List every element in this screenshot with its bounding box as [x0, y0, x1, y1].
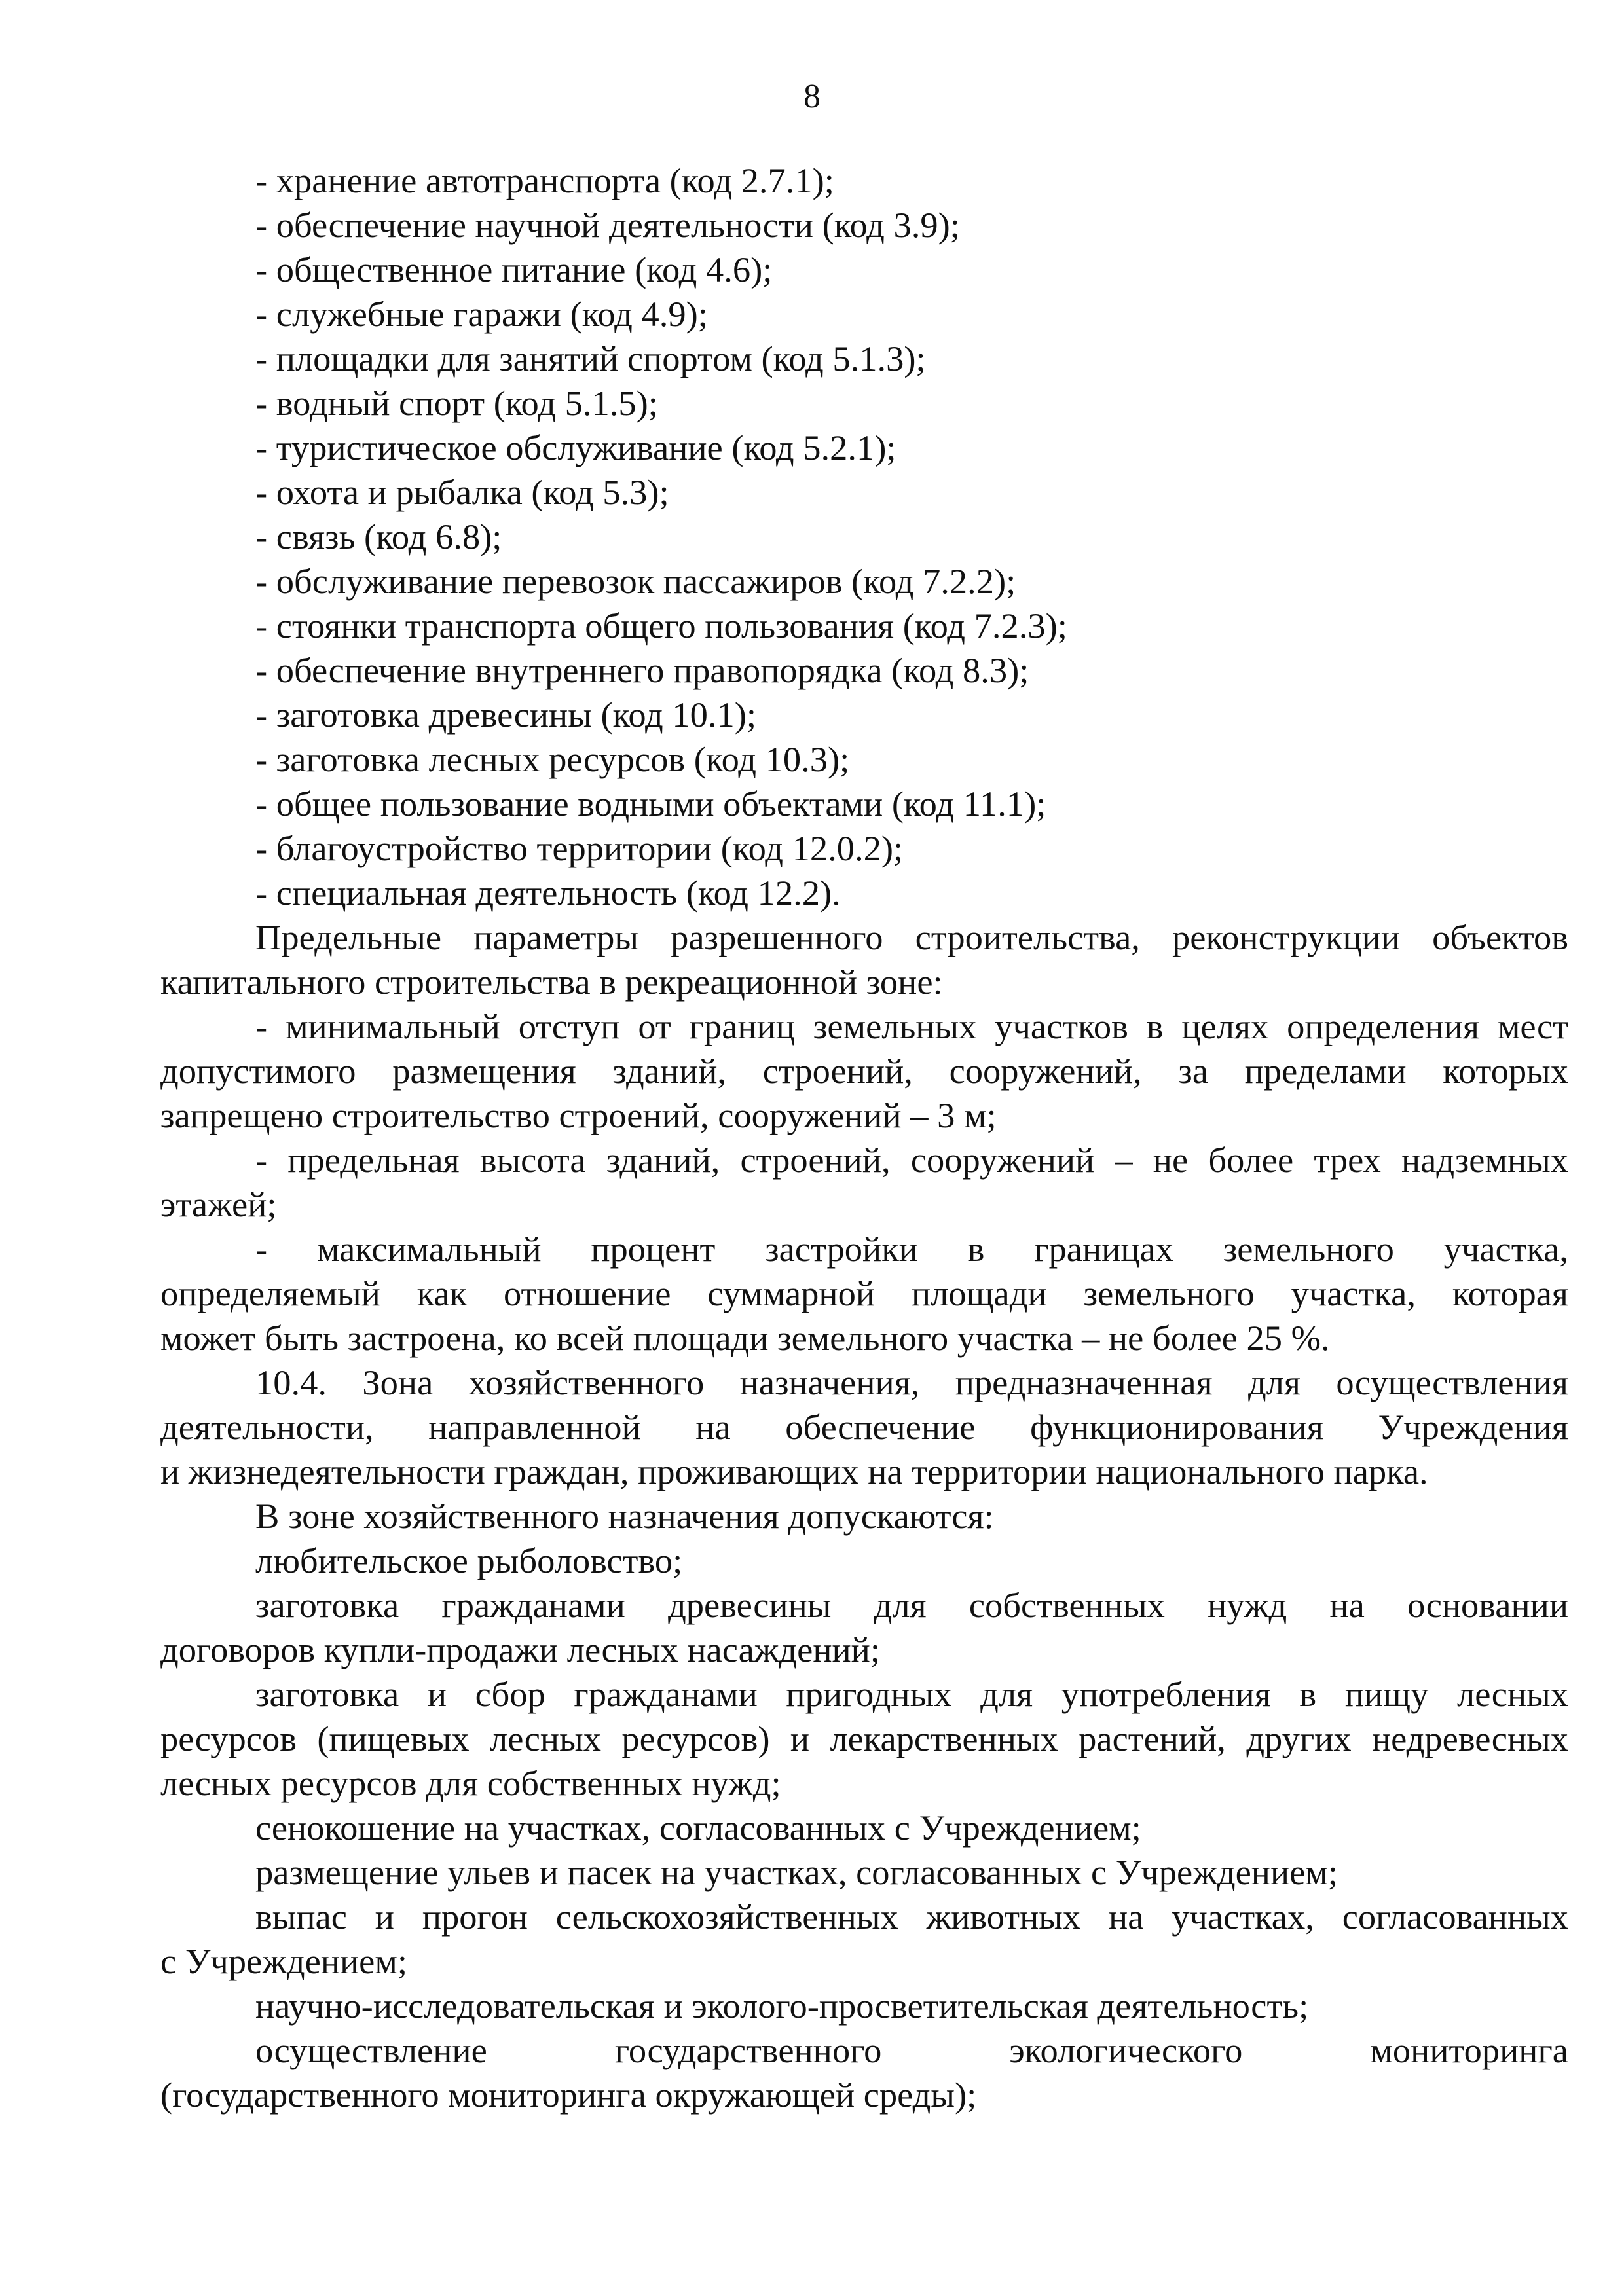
list-item: выпас и прогон сельскохозяйственных животных на участках, согласованных [255, 1897, 1568, 1937]
list-item: - общее пользование водными объектами (код 11.1); [255, 784, 1046, 824]
list-item-continuation: (государственного мониторинга окружающей среды); [160, 2075, 977, 2115]
paragraph-line: - предельная высота зданий, строений, сооружений – не более трех надземных [255, 1140, 1568, 1180]
document-body [160, 158, 1568, 2117]
paragraph-line: капитального строительства в рекреационной зоне: [160, 962, 943, 1002]
paragraph-line: допустимого размещения зданий, строений, сооружений, за пределами которых [160, 1051, 1568, 1091]
list-item: - водный спорт (код 5.1.5); [255, 383, 658, 423]
list-item: - обеспечение научной деятельности (код 3.9); [255, 205, 960, 245]
list-item: - благоустройство территории (код 12.0.2); [255, 828, 904, 868]
list-item: - туристическое обслуживание (код 5.2.1); [255, 428, 896, 467]
paragraph-line: - минимальный отступ от границ земельных участков в целях определения мест [255, 1006, 1568, 1046]
list-item: заготовка и сбор гражданами пригодных для употребления в пищу лесных [255, 1674, 1568, 1714]
list-item: научно-исследовательская и эколого-просветительская деятельность; [255, 1986, 1309, 2026]
paragraph-line: определяемый как отношение суммарной площади земельного участка, которая [160, 1273, 1568, 1313]
list-item: - связь (код 6.8); [255, 517, 502, 556]
paragraph-line: - максимальный процент застройки в границах земельного участка, [255, 1229, 1568, 1269]
list-item: осуществление государственного экологического мониторинга [255, 2030, 1568, 2070]
paragraph-line: деятельности, направленной на обеспечение функционирования Учреждения [160, 1407, 1568, 1447]
list-item: - стоянки транспорта общего пользования (код 7.2.3); [255, 606, 1067, 646]
list-item-continuation: с Учреждением; [160, 1941, 407, 1981]
list-item: - заготовка древесины (код 10.1); [255, 695, 757, 735]
zone-allowed-heading: В зоне хозяйственного назначения допускаются: [255, 1496, 994, 1536]
list-item-continuation: договоров купли-продажи лесных насаждений; [160, 1630, 880, 1669]
list-item: - заготовка лесных ресурсов (код 10.3); [255, 739, 850, 779]
list-item: - служебные гаражи (код 4.9); [255, 294, 708, 334]
list-item: - охота и рыбалка (код 5.3); [255, 472, 669, 512]
paragraph-line: 10.4. Зона хозяйственного назначения, предназначенная для осуществления [255, 1362, 1568, 1402]
list-item: - специальная деятельность (код 12.2). [255, 873, 841, 913]
permitted-uses-list [160, 158, 1568, 915]
list-item: заготовка гражданами древесины для собственных нужд на основании [255, 1585, 1568, 1625]
list-item: - площадки для занятий спортом (код 5.1.3); [255, 338, 926, 378]
list-item: - общественное питание (код 4.6); [255, 249, 773, 289]
zone-allowed-list [160, 1539, 1568, 2117]
page-number: 8 [803, 78, 821, 115]
list-item-continuation: ресурсов (пищевых лесных ресурсов) и лекарственных растений, других недревесных [160, 1719, 1568, 1758]
list-item-continuation: лесных ресурсов для собственных нужд; [160, 1763, 781, 1803]
list-item: размещение ульев и пасек на участках, согласованных с Учреждением; [255, 1852, 1338, 1892]
list-item: - хранение автотранспорта (код 2.7.1); [255, 160, 834, 200]
list-item: любительское рыболовство; [255, 1540, 683, 1580]
coverage-paragraph [160, 1227, 1568, 1360]
limit-parameters-paragraph [160, 915, 1568, 1004]
min-setback-paragraph [160, 1004, 1568, 1138]
paragraph-line: Предельные параметры разрешенного строительства, реконструкции объектов [255, 917, 1568, 957]
paragraph-line: запрещено строительство строений, сооружений – 3 м; [160, 1095, 997, 1135]
paragraph-line: может быть застроена, ко всей площади земельного участка – не более 25 %. [160, 1318, 1330, 1358]
section-10-4-paragraph [160, 1360, 1568, 1494]
list-item: - обслуживание перевозок пассажиров (код 7.2.2); [255, 561, 1016, 601]
list-item: - обеспечение внутреннего правопорядка (код 8.3); [255, 650, 1029, 690]
paragraph-line: и жизнедеятельности граждан, проживающих на территории национального парка. [160, 1451, 1428, 1491]
paragraph-line: этажей; [160, 1184, 277, 1224]
max-height-paragraph [160, 1138, 1568, 1227]
list-item: сенокошение на участках, согласованных с Учреждением; [255, 1808, 1141, 1848]
